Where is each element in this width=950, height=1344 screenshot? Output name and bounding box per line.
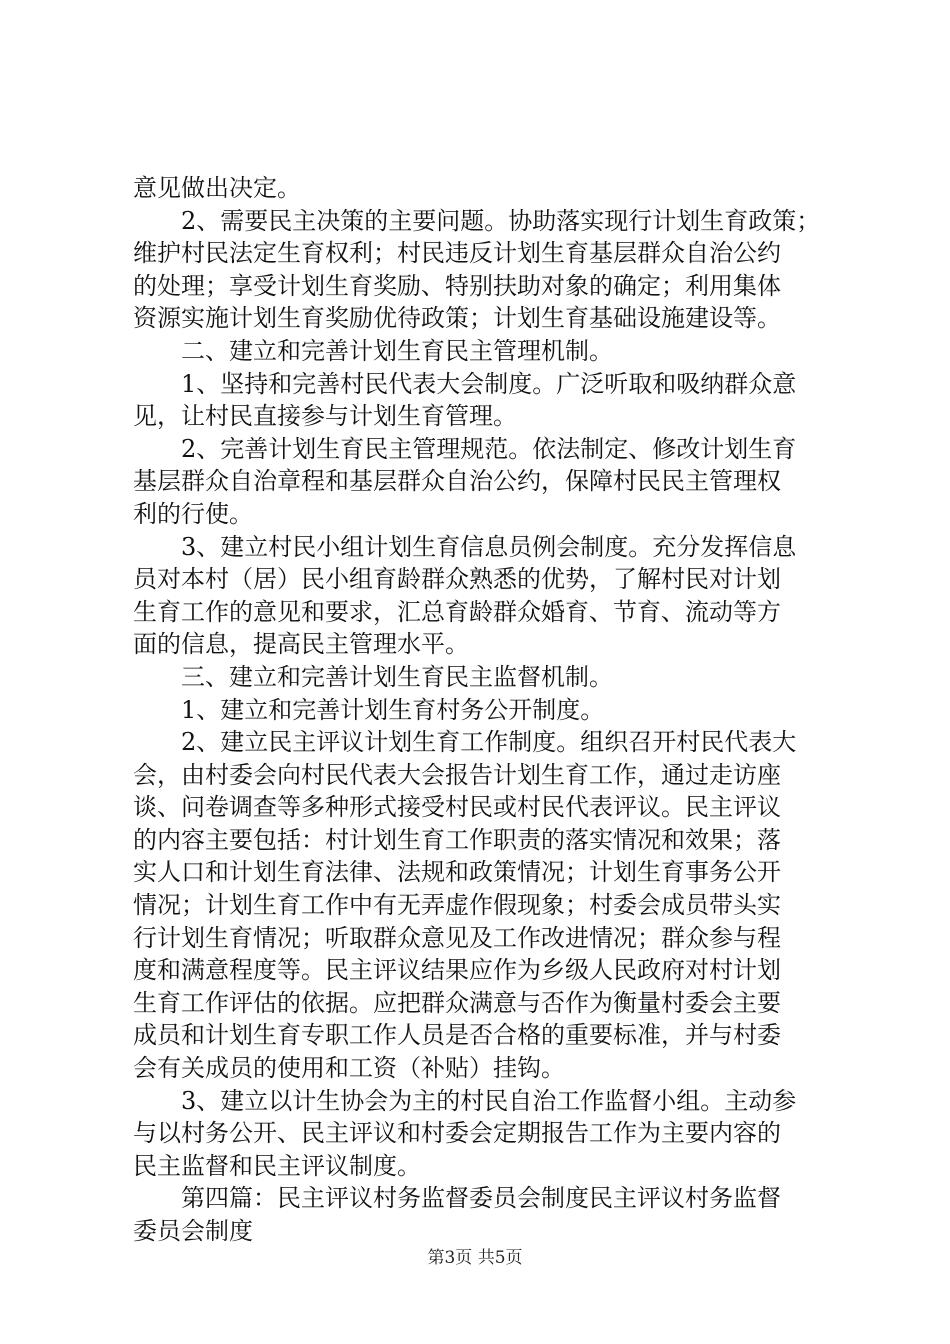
text-line: 民主监督和民主评议制度。 (133, 1151, 421, 1180)
text-line: 第四篇：民主评议村务监督委员会制度民主评议村务监督 (133, 1184, 781, 1213)
text-line: 维护村民法定生育权利；村民违反计划生育基层群众自治公约 (133, 239, 781, 268)
text-line: 员对本村（居）民小组育龄群众熟悉的优势，了解村民对计划 (133, 565, 781, 594)
text-line: 3、建立以计生协会为主的村民自治工作监督小组。主动参 (133, 1086, 797, 1115)
text-line: 意见做出决定。 (133, 174, 301, 202)
document-body (133, 172, 825, 1248)
text-line: 生育工作的意见和要求，汇总育龄群众婚育、节育、流动等方 (133, 597, 781, 626)
text-line: 成员和计划生育专职工作人员是否合格的重要标准，并与村委 (133, 1021, 781, 1050)
text-line: 实人口和计划生育法律、法规和政策情况；计划生育事务公开 (133, 858, 781, 887)
text-line: 与以村务公开、民主评议和村委会定期报告工作为主要内容的 (133, 1119, 781, 1148)
text-line: 3、建立村民小组计划生育信息员例会制度。充分发挥信息 (133, 532, 797, 561)
page-footer: 第3页 共5页 (427, 1248, 523, 1268)
text-line: 行计划生育情况；听取群众意见及工作改进情况；群众参与程 (133, 923, 781, 952)
text-line: 资源实施计划生育奖励优待政策；计划生育基础设施建设等。 (133, 304, 781, 333)
text-line: 1、坚持和完善村民代表大会制度。广泛听取和吸纳群众意 (133, 369, 797, 398)
text-line: 度和满意程度等。民主评议结果应作为乡级人民政府对村计划 (133, 956, 781, 985)
text-line: 情况；计划生育工作中有无弄虚作假现象；村委会成员带头实 (133, 891, 781, 920)
text-line: 会，由村委会向村民代表大会报告计划生育工作，通过走访座 (133, 760, 781, 789)
text-line: 的内容主要包括：村计划生育工作职责的落实情况和效果；落 (133, 825, 781, 854)
text-line: 生育工作评估的依据。应把群众满意与否作为衡量村委会主要 (133, 988, 781, 1017)
text-line: 二、建立和完善计划生育民主管理机制。 (133, 336, 613, 365)
text-line: 基层群众自治章程和基层群众自治公约，保障村民民主管理权 (133, 467, 781, 496)
text-line: 的处理；享受计划生育奖励、特别扶助对象的确定；利用集体 (133, 271, 781, 300)
text-line: 1、建立和完善计划生育村务公开制度。 (133, 695, 605, 724)
text-line: 会有关成员的使用和工资（补贴）挂钩。 (133, 1054, 565, 1083)
text-line: 见，让村民直接参与计划生育管理。 (133, 402, 517, 431)
text-line: 2、需要民主决策的主要问题。协助落实现行计划生育政策； (133, 206, 821, 235)
text-line: 2、建立民主评议计划生育工作制度。组织召开村民代表大 (133, 728, 797, 757)
text-line: 谈、问卷调查等多种形式接受村民或村民代表评议。民主评议 (133, 793, 781, 822)
text-line: 三、建立和完善计划生育民主监督机制。 (133, 662, 613, 691)
text-line: 利的行使。 (133, 499, 253, 528)
text-line: 2、完善计划生育民主管理规范。依法制定、修改计划生育 (133, 434, 797, 463)
text-line: 面的信息，提高民主管理水平。 (133, 630, 469, 659)
text-line: 委员会制度 (133, 1217, 253, 1245)
